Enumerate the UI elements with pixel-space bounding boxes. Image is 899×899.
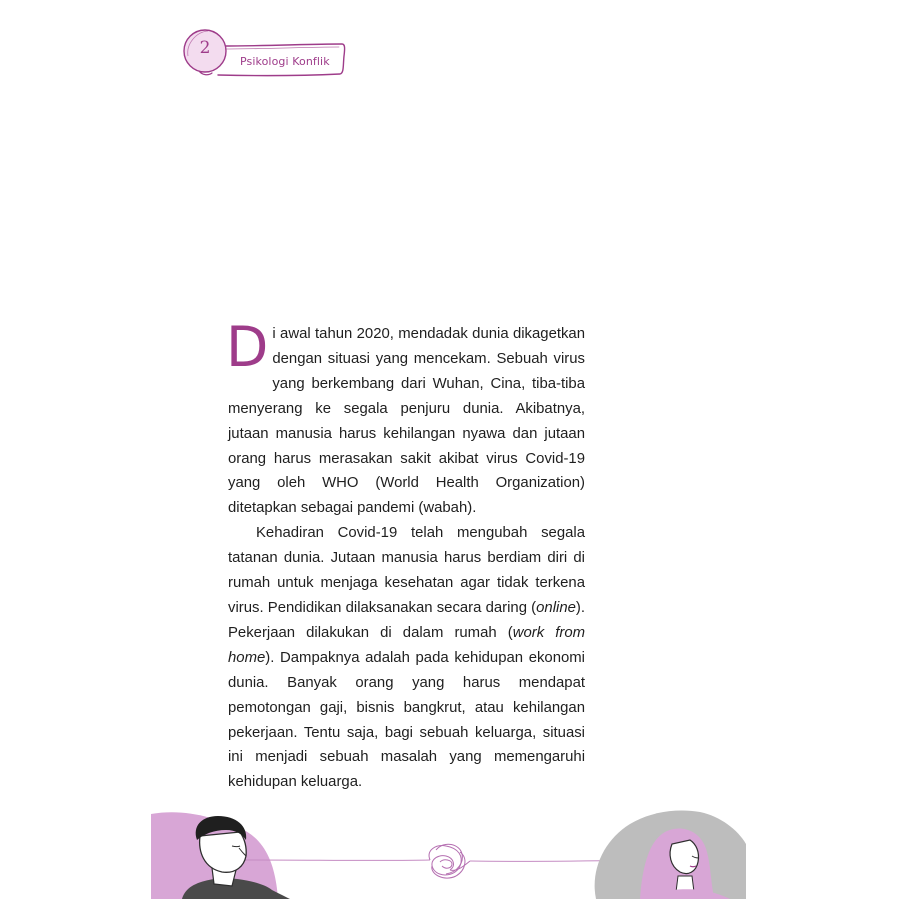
paragraph-1-text: i awal tahun 2020, mendadak dunia dikagetkan dengan situasi yang mencekam. Sebuah virus yang berkembang dari Wuhan, Cina, tiba-tiba menyerang ke segala penjuru dunia. Akibatnya, jutaan manusia harus kehilangan nyawa dan jutaan orang harus merasakan sakit akibat virus Covid-19 yang oleh WHO (World Health Organization) ditetapkan sebagai pandemi (wabah). — [228, 326, 585, 517]
running-title: Psikologi Konflik — [240, 55, 330, 68]
term-online: online — [536, 599, 576, 616]
page-number: 2 — [199, 38, 211, 58]
paragraph-2-text-c: ). Dampaknya adalah pada kehidupan ekonomi dunia. Banyak orang yang harus mendapat pemotongan gaji, bisnis bangkrut, atau kehilangan pekerjaan. Tentu saja, bagi sebuah keluarga, situasi ini menjadi sebuah masalah yang memengaruhi kehidupan keluarga. — [228, 649, 585, 791]
paragraph-1 — [226, 315, 585, 521]
body-text — [226, 315, 586, 795]
paragraph-2-text-a: Kehadiran Covid-19 telah mengubah segala tatanan dunia. Jutaan manusia harus berdiam diri di rumah untuk menjaga kesehatan agar tidak terkena virus. Pendidikan dilaksanakan secara daring ( — [228, 525, 585, 616]
page-header — [178, 26, 348, 82]
tangled-thread-icon — [429, 844, 470, 878]
paragraph-2 — [228, 521, 585, 795]
paragraph-2-text-b: ). Pekerjaan dilakukan di dalam rumah ( — [228, 599, 585, 641]
footer-illustration-art — [0, 800, 899, 899]
footer-illustration — [0, 800, 899, 899]
term-work-from-home: work from home — [228, 624, 586, 666]
drop-cap: D — [226, 315, 269, 379]
